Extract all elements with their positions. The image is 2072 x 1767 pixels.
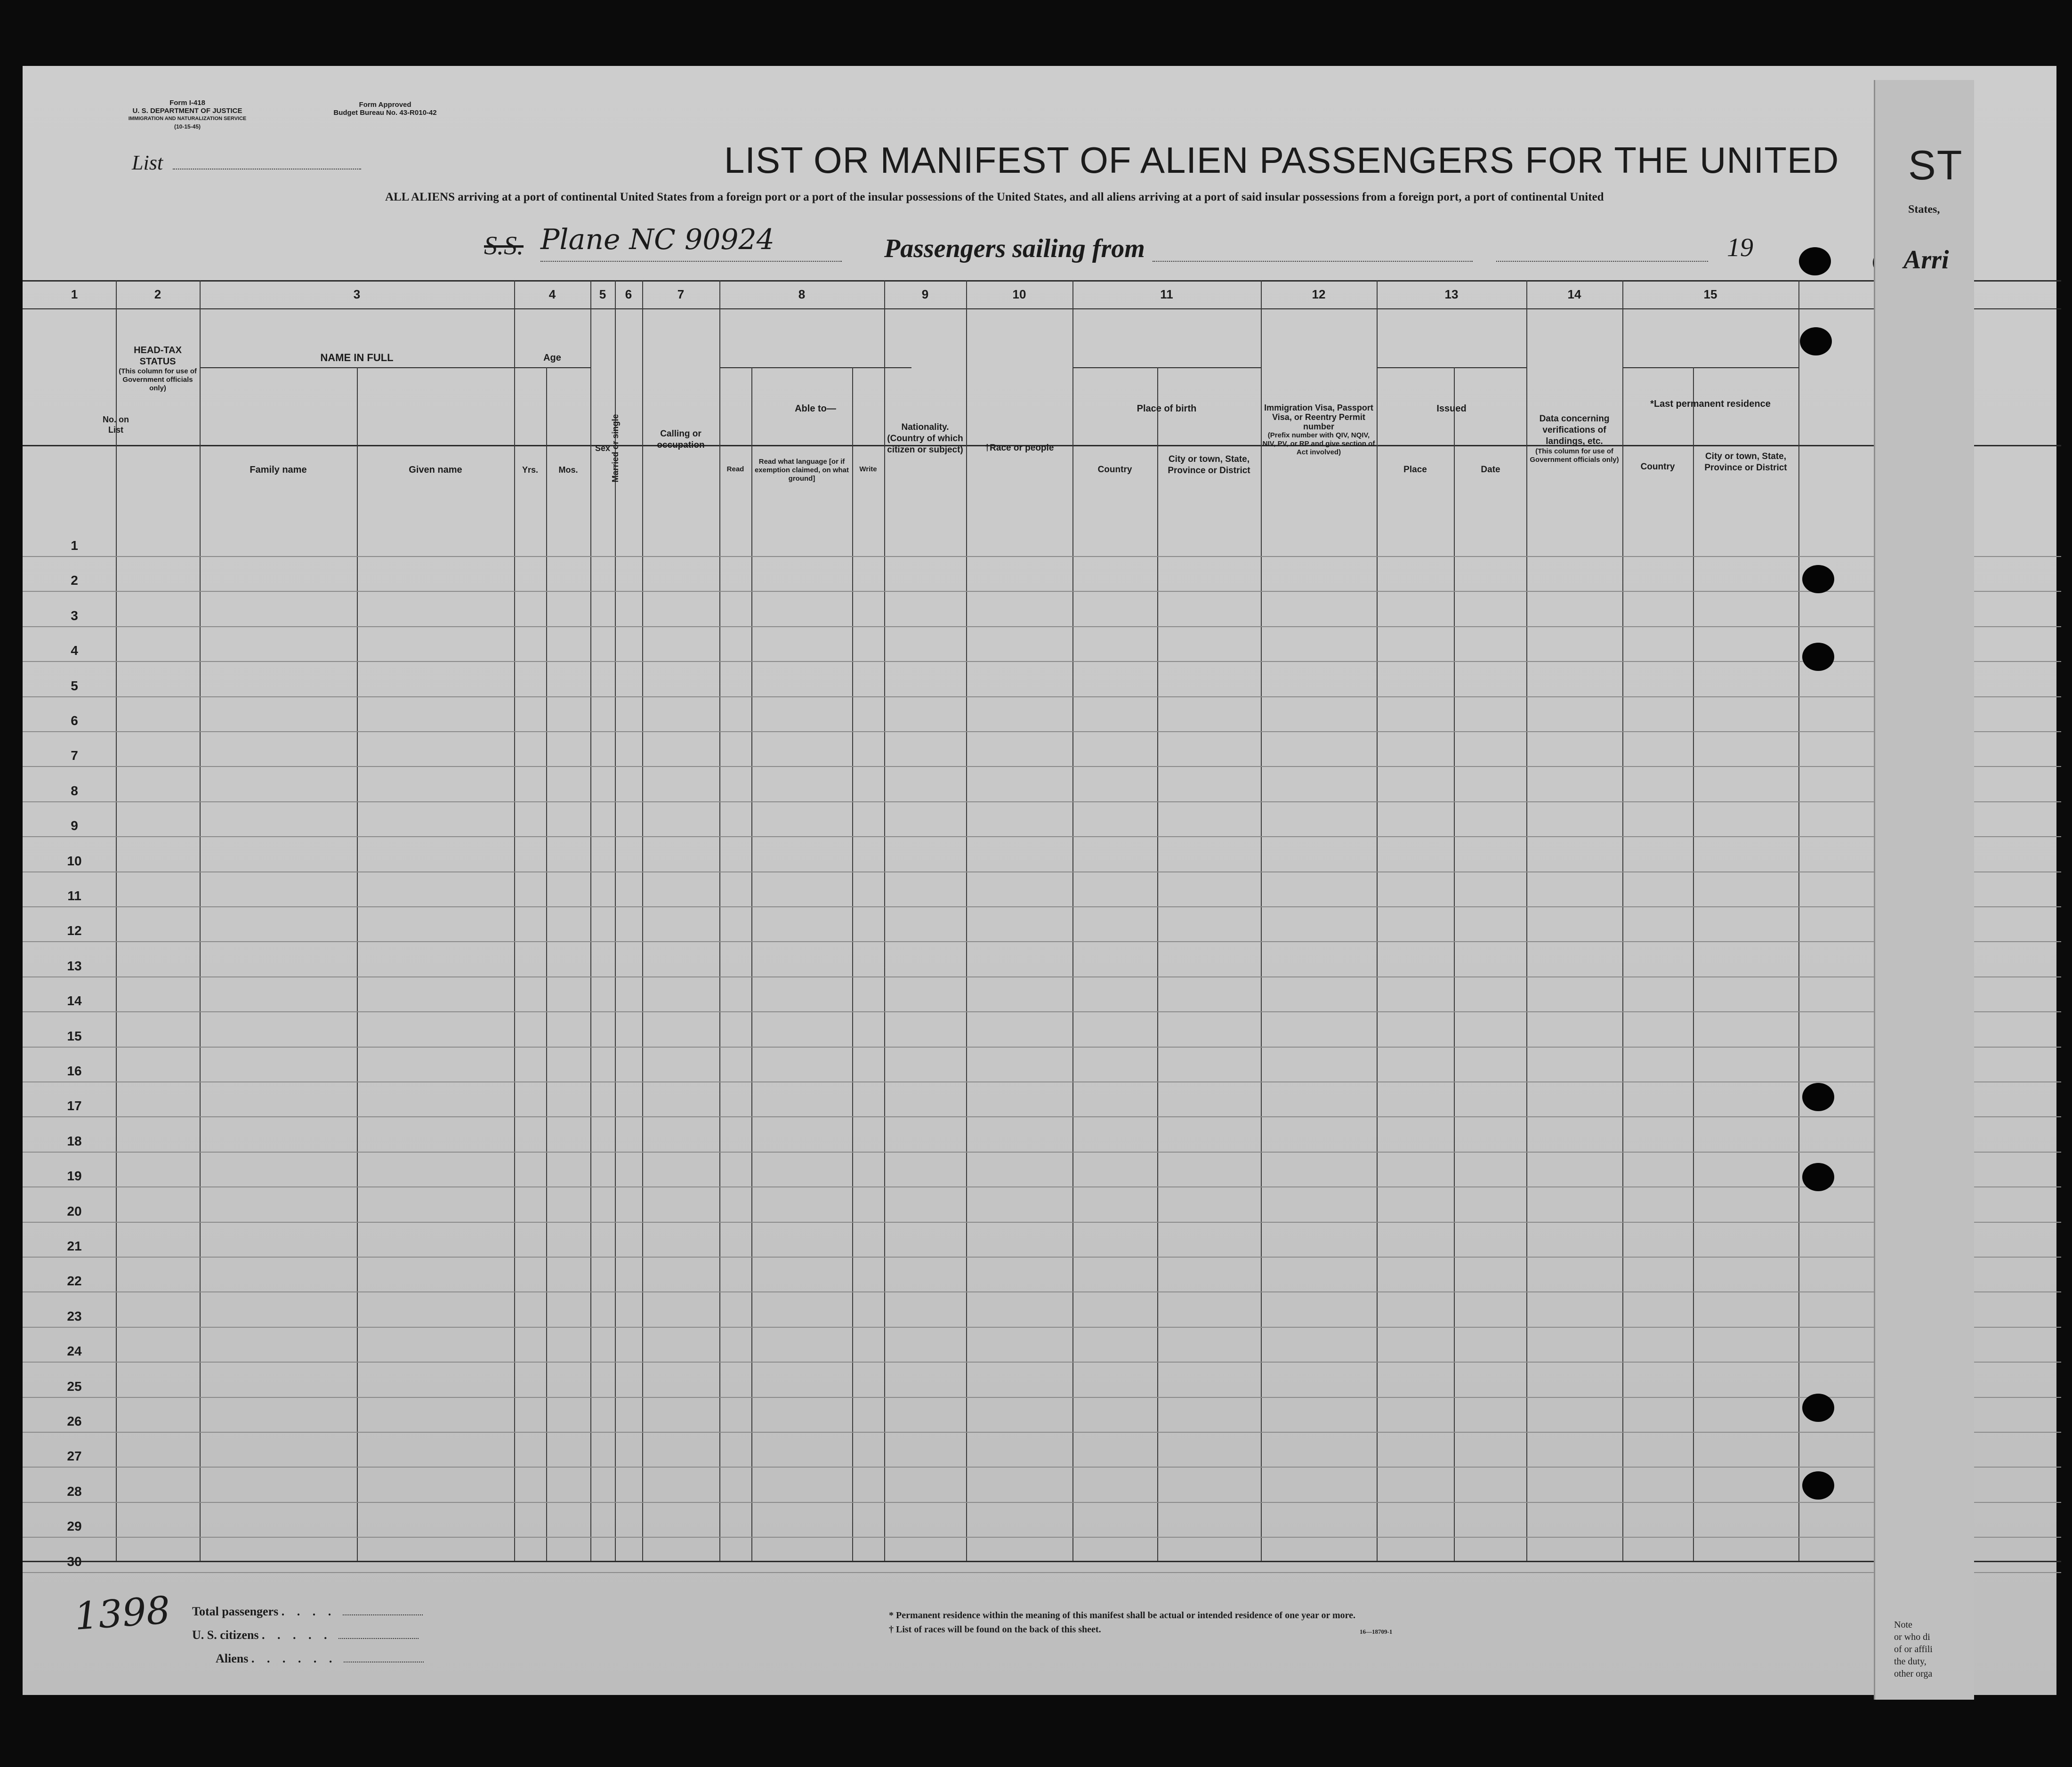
punch-hole [1800, 327, 1832, 355]
row-rule [23, 626, 2061, 627]
page-title: LIST OR MANIFEST OF ALIEN PASSENGERS FOR THE UNITED [724, 139, 1839, 181]
list-field [132, 151, 361, 175]
date-blank [1496, 261, 1708, 262]
header-read-language: Read what language [or if exemption claimed, on what ground] [754, 458, 849, 483]
col-rule [1526, 280, 1527, 1561]
colnum-7: 7 [677, 287, 685, 301]
row-number: 25 [67, 1379, 82, 1394]
row-number: 10 [67, 853, 82, 868]
total-passengers-field: Total passengers . . . . [192, 1605, 423, 1619]
col-rule [1157, 367, 1158, 1561]
header-head-tax [117, 345, 199, 393]
vessel-name: Plane NC 90924 [540, 223, 774, 256]
ss-label: S.S. [484, 231, 524, 260]
col-rule [1454, 367, 1455, 1561]
port-blank [1153, 261, 1473, 262]
row-rule [23, 1432, 2061, 1433]
header-visa-label: Immigration Visa, Passport Visa, or Reentry Permit number [1264, 403, 1373, 431]
form-number: Form I-418 [169, 99, 205, 107]
colnum-2: 2 [154, 287, 161, 301]
row-number: 26 [67, 1414, 82, 1428]
header-calling: Calling or occupation [657, 429, 705, 450]
punch-hole [1802, 1083, 1834, 1111]
punch-hole [1802, 565, 1834, 593]
punch-hole [1802, 1471, 1834, 1500]
approval-block [314, 101, 456, 117]
facing-title-fragment: ST [1908, 142, 1963, 188]
punch-hole [1802, 1163, 1834, 1191]
header-issued-date: Date [1481, 465, 1500, 475]
row-number: 2 [71, 573, 78, 588]
facing-note-line-2: of or affili [1894, 1644, 1933, 1654]
facing-note-line-0: Note [1894, 1620, 1912, 1630]
colnum-4: 4 [548, 287, 556, 301]
header-read: Read [726, 465, 744, 473]
facing-note-line-1: or who di [1894, 1632, 1930, 1642]
facing-note-line-3: the duty, [1894, 1656, 1927, 1667]
row-number: 21 [67, 1239, 82, 1253]
col-rule [357, 367, 358, 1561]
col-rule [642, 280, 643, 1561]
row-number: 20 [67, 1203, 82, 1218]
col-rule [1261, 280, 1262, 1561]
header-age-yrs: Yrs. [522, 465, 539, 475]
colnum-rule [23, 308, 2061, 309]
header-married: Married or single [611, 414, 620, 483]
row-number: 5 [71, 678, 78, 693]
row-number: 4 [71, 643, 78, 658]
row-rule [23, 556, 2061, 557]
row-number: 12 [67, 923, 82, 938]
header-issued-place: Place [1403, 465, 1427, 475]
colnum-11: 11 [1160, 287, 1173, 301]
vessel-line [484, 223, 1896, 268]
colnum-6: 6 [625, 287, 632, 301]
row-rule [23, 836, 2061, 837]
row-rule [23, 1362, 2061, 1363]
row-rule [23, 1537, 2061, 1538]
facing-page-edge [1874, 80, 1974, 1700]
row-number: 28 [67, 1484, 82, 1499]
total-passengers-blank [343, 1614, 423, 1615]
row-number: 24 [67, 1344, 82, 1359]
form-approved: Form Approved [359, 101, 411, 109]
age-group-rule [514, 367, 590, 368]
date-code: (10-15-45) [174, 123, 201, 130]
row-rule [23, 591, 2061, 592]
row-rule [23, 1397, 2061, 1398]
row-number: 16 [67, 1064, 82, 1078]
birth-group-rule [1072, 367, 1261, 368]
row-rule [23, 1467, 2061, 1468]
row-number: 30 [67, 1554, 82, 1569]
header-no-on-list: No. on List [103, 415, 129, 435]
form-id-block [117, 99, 258, 131]
row-number: 13 [67, 958, 82, 973]
colnum-5: 5 [599, 287, 606, 301]
colnum-8: 8 [798, 287, 806, 301]
us-citizens-field: U. S. citizens . . . . . [192, 1628, 419, 1642]
header-verification [1527, 413, 1621, 464]
row-rule [23, 1081, 2061, 1082]
row-number: 8 [71, 783, 78, 798]
header-visa-note: (Prefix number with QIV, NQIV, NIV, PV, or RP and give section of Act involved) [1262, 431, 1375, 456]
header-birth-country: Country [1097, 465, 1132, 475]
header-head-tax-label: HEAD-TAX STATUS [134, 345, 182, 367]
row-rule [23, 1116, 2061, 1117]
col-rule [590, 280, 591, 1561]
header-name-in-full: NAME IN FULL [320, 352, 394, 363]
colnum-9: 9 [921, 287, 929, 301]
colnum-10: 10 [1012, 287, 1026, 301]
row-number: 27 [67, 1449, 82, 1464]
header-age: Age [543, 353, 561, 363]
footnote-residence: * Permanent residence within the meaning of this manifest shall be actual or intended residence of one year or more. [889, 1610, 1356, 1621]
row-number: 17 [67, 1098, 82, 1113]
footnote-races: † List of races will be found on the back of this sheet. [889, 1624, 1101, 1635]
header-visa [1262, 403, 1376, 457]
row-number: 11 [67, 888, 81, 903]
row-rule [23, 801, 2061, 802]
header-head-tax-note: (This column for use of Government officials only) [119, 367, 197, 392]
col-rule [751, 367, 752, 1561]
row-rule [23, 941, 2061, 942]
colnum-14: 14 [1567, 287, 1581, 301]
budget-number: Budget Bureau No. 43-R010-42 [333, 109, 437, 117]
row-number: 29 [67, 1519, 82, 1534]
row-rule [23, 1327, 2061, 1328]
col-rule [1693, 367, 1694, 1561]
row-number: 3 [71, 608, 78, 623]
header-last-residence: *Last permanent residence [1650, 399, 1771, 409]
row-rule [23, 696, 2061, 697]
able-group-rule [719, 367, 911, 368]
col-rule [546, 367, 547, 1561]
table-bottom-rule [23, 1561, 2061, 1562]
row-rule [23, 1257, 2061, 1258]
row-number: 15 [67, 1028, 82, 1043]
service: IMMIGRATION AND NATURALIZATION SERVICE [128, 116, 247, 121]
header-residence-city: City or town, State, Province or District [1704, 452, 1787, 473]
department: U. S. DEPARTMENT OF JUSTICE [132, 107, 242, 115]
row-rule [23, 1186, 2061, 1187]
header-sex: Sex [595, 444, 611, 453]
row-rule [23, 906, 2061, 907]
punch-hole [1802, 1394, 1834, 1422]
header-race: †Race or people [984, 443, 1054, 453]
row-rule [23, 871, 2061, 872]
col-rule [966, 280, 967, 1561]
sailing-label: Passengers sailing from [884, 234, 1145, 263]
row-rule [23, 976, 2061, 977]
vessel-blank [540, 261, 842, 262]
colnum-15: 15 [1703, 287, 1717, 301]
header-family-name: Family name [250, 465, 307, 475]
print-code: 16—18709-1 [1360, 1628, 1393, 1635]
colnum-13: 13 [1444, 287, 1459, 301]
row-rule [23, 1572, 2061, 1573]
facing-note-line-4: other orga [1894, 1669, 1933, 1679]
col-rule [1798, 280, 1799, 1561]
row-number: 19 [67, 1169, 82, 1184]
row-number: 6 [71, 713, 78, 728]
row-number: 1 [71, 538, 78, 553]
aliens-label: Aliens [216, 1652, 249, 1665]
colnum-3: 3 [353, 287, 361, 301]
facing-subtitle-fragment: States, [1908, 203, 1940, 216]
col-rule [884, 280, 885, 1561]
col-rule [852, 367, 853, 1561]
row-rule [23, 1291, 2061, 1292]
row-rule [23, 1152, 2061, 1153]
row-number: 14 [67, 993, 82, 1009]
issued-group-rule [1377, 367, 1526, 368]
header-issued: Issued [1436, 403, 1467, 414]
header-birth-city: City or town, State, Province or District [1168, 454, 1250, 476]
row-number: 9 [71, 818, 78, 833]
header-residence-country: Country [1640, 462, 1675, 472]
row-number: 22 [67, 1274, 82, 1289]
header-able-to: Able to— [795, 403, 836, 414]
manifest-sheet [23, 66, 2056, 1695]
aliens-field: Aliens . . . . . . [216, 1652, 424, 1666]
punch-hole [1802, 643, 1834, 671]
margin-handwritten-number: 1398 [73, 1588, 172, 1638]
facing-arriving-fragment: Arri [1903, 245, 1949, 274]
table-top-rule [23, 280, 2061, 282]
row-number: 23 [67, 1308, 82, 1323]
row-rule [23, 1011, 2061, 1012]
row-number: 7 [71, 748, 78, 763]
punch-hole [1799, 247, 1831, 275]
residence-group-rule [1622, 367, 1798, 368]
header-nationality: Nationality. (Country of which citizen or subject) [887, 422, 963, 455]
us-citizens-blank [339, 1638, 419, 1639]
year-prefix: 19 [1727, 233, 1753, 262]
page-subtitle: ALL ALIENS arriving at a port of continental United States from a foreign port or a port of the insular possessions of the United States, and all aliens arriving at a port of said insular possessions from a foreign port, a port of continental United [385, 191, 1604, 203]
total-passengers-label: Total passengers [192, 1605, 279, 1618]
row-rule [23, 661, 2061, 662]
header-verification-label: Data concerning verifications of landings, etc. [1539, 414, 1610, 446]
col-rule [116, 280, 117, 1561]
header-write: Write [859, 465, 877, 473]
header-age-mos: Mos. [558, 465, 578, 475]
row-rule [23, 1222, 2061, 1223]
header-verification-note: (This column for use of Government officials only) [1530, 447, 1619, 464]
header-place-of-birth: Place of birth [1137, 403, 1197, 414]
header-given-name: Given name [409, 465, 462, 475]
us-citizens-label: U. S. citizens [192, 1628, 259, 1642]
row-rule [23, 731, 2061, 732]
row-number: 18 [67, 1133, 82, 1148]
row-rule [23, 1502, 2061, 1503]
row-rule [23, 766, 2061, 767]
colnum-12: 12 [1312, 287, 1326, 301]
colnum-1: 1 [71, 287, 78, 301]
row-rule [23, 1047, 2061, 1048]
list-label: List [132, 151, 163, 174]
